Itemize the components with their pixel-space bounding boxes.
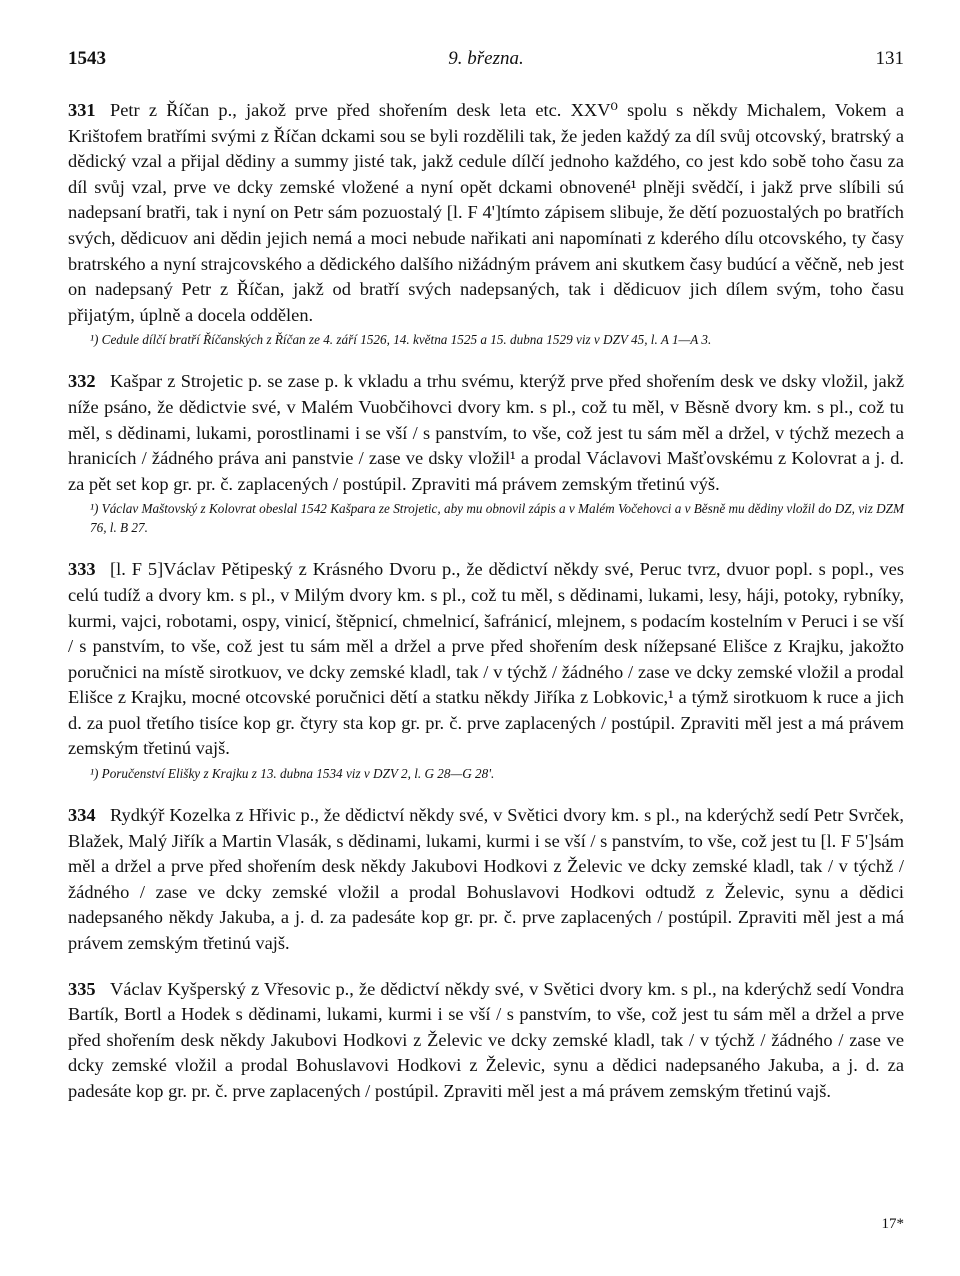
entry-body: Petr z Říčan p., jakož prve před shořením desk leta etc. XXV⁰ spolu s někdy Michalem, Vokem a Krištofem bratřími svými z Říčan dckami sou se byli rozdělili tak, že jeden každý za díl svůj otcovský, bratrský a dědický vzal a přijal dědiny a summy jisté tak, jakž cedule dílčí jednoho každého, co jest kdo sobě toho času za díl svůj vzal, prve ve dcky zemské vložené a nyní opět dckami obnovené¹ plněji svědčí, i jakž prve slíbili sú nadepsaní bratři, tak i nyní on Petr sám pozuostalý [l. F 4']tímto zápisem slibuje, že dětí pozuostalých po bratřích svých, dědicuov ani dědin jejich nemá a moci nebude nařikati ani napomínati z kderého dílu otcovského, ty časy bratrského a nyní strajcovského a dědického dalšího nižádným právem ani skutkem časy budúcí a věčně, neb jest on nadepsaný Petr z Říčan, jakž od bratří svých nadepsaných, tak i dědicuov jich dílem svým, toho času přijatým, úplně a docela oddělen. bbox=[68, 100, 904, 325]
entry-number: 332 bbox=[68, 371, 96, 392]
page-number: 131 bbox=[875, 48, 904, 69]
header-year: 1543 bbox=[68, 48, 106, 69]
entry-body: [l. F 5]Václav Pětipeský z Krásného Dvoru p., že dědictví někdy své, Peruc tvrz, dvuor popl. s popl., ves celú tudíž a dvory km. s pl., v Milým dvory km. s pl., což tu měl, s dědinami, lukami, lesy, háji, potoky, rybníky, kurmi, vajci, robotami, ospy, vinicí, štěpnicí, chmelnicí, šafránicí, mlejnem, s podacím kostelním v Peruci i se vší / s panstvím, to vše, což jest tu sám měl a držel a prve před shořením desk nížepsané Elišce z Krajku, jakožto poručnici na místě sirotkuov, ve dcky zemské kladl, tak / v týchž / žádného / zase ve dcky zemské vložil a prodal Elišce z Krajku, mocné otcovské poručnici dětí a statku někdy Jiříka z Lobkovic,¹ a týmž sirotkuom k ruce a jich d. za puol třetího tisíce kop gr. čtyry sta kop gr. pr. č. prve zaplacených / postúpil. Zpraviti měl jest a má právem zemským třetinú vajš. bbox=[68, 559, 904, 759]
entry-paragraph bbox=[68, 369, 904, 497]
signature-mark: 17* bbox=[881, 1216, 904, 1232]
entry-paragraph bbox=[68, 98, 904, 328]
header-date: 9. března. bbox=[448, 48, 524, 69]
entry-body: Václav Kyšperský z Vřesovic p., že dědictví někdy své, v Světici dvory km. s pl., na kderýchž sedí Vondra Bartík, Bortl a Hodek s dědinami, lukami, kurmi i se vší / s panstvím, to vše, což jest tu sám měl a držel a prve před shořením desk někdy Jakubovi Hodkovi z Želevic ve dcky zemské kladl, tak / v týchž / žádného / zase ve dcky zemské vložil a prodal Bohuslavovi Hodkovi z Želevic, synu a dědici nadepsaného Jakuba, a j. d. za padesáte kop gr. pr. č. prve zaplacených / postúpil. Zpraviti měl jest a má právem zemským třetinú vajš. bbox=[68, 978, 904, 1101]
entry-body: Kašpar z Strojetic p. se zase p. k vkladu a trhu svému, kterýž prve před shořením desk ve dsky vložil, jakž níže psáno, že dědictvie své, v Malém Vuobčihovci dvory km. s pl., což tu měl, v Běsně dvory km. s pl., což tu měl, s dědinami, lukami, porostlinami i se vší / s panstvím, to vše, což jest tu sám měl a držel, v týchž mezech a hranicích / žádného práva ani panstvie / zase ve dsky vložil¹ a prodal Václavovi Mašťovskému z Kolovrat a j. d. za pět set kop gr. pr. č. zaplacených / postúpil. Zpraviti má právem zemským třetinú výš. bbox=[68, 371, 904, 494]
footnote: ¹) Poručenství Elišky z Krajku z 13. dubna 1534 viz v DZV 2, l. G 28—G 28'. bbox=[90, 766, 495, 782]
entry-331 bbox=[68, 98, 904, 349]
entry-number: 333 bbox=[68, 559, 96, 580]
entry-number: 334 bbox=[68, 805, 96, 826]
entry-body: Rydkýř Kozelka z Hřivic p., že dědictví někdy své, v Světici dvory km. s pl., na kderýchž sedí Petr Svrček, Blažek, Malý Jiřík a Martin Vlasák, s dědinami, lukami, kurmi i se vší / s panstvím, to vše, což jest tu [l. F 5']sám měl a držel a prve před shořením desk někdy Jakubovi Hodkovi z Želevic ve dcky zemské kladl, tak / v týchž / žádného / zase ve dcky zemské vložil a prodal Bohuslavovi Hodkovi odtudž z Želevic, synu a dědici nadepsaného někdy Jakuba, a j. d. za padesáte kop gr. pr. č. prve zaplacených / postúpil. Zpraviti měl jest a má právem zemským třetinú vajš. bbox=[68, 805, 904, 954]
entry-paragraph bbox=[68, 977, 904, 1105]
entry-332 bbox=[68, 369, 904, 537]
page bbox=[68, 48, 904, 1232]
entry-paragraph bbox=[68, 557, 904, 762]
entry-335 bbox=[68, 977, 904, 1105]
entry-333 bbox=[68, 557, 904, 783]
footnote: ¹) Václav Maštovský z Kolovrat obeslal 1542 Kašpara ze Strojetic, aby mu obnovil zápis a v Malém Vočehovci a v Běsně mu dědiny vložil do DZ, viz DZM 76, l. B 27. bbox=[90, 501, 904, 536]
entry-paragraph bbox=[68, 803, 904, 957]
footnote: ¹) Cedule dílčí bratří Říčanských z Říčan ze 4. září 1526, 14. května 1525 a 15. dubna 1529 viz v DZV 45, l. A 1—A 3. bbox=[90, 332, 712, 348]
entry-number: 335 bbox=[68, 978, 96, 999]
entry-334 bbox=[68, 803, 904, 957]
entry-number: 331 bbox=[68, 100, 96, 120]
running-head bbox=[68, 48, 904, 78]
